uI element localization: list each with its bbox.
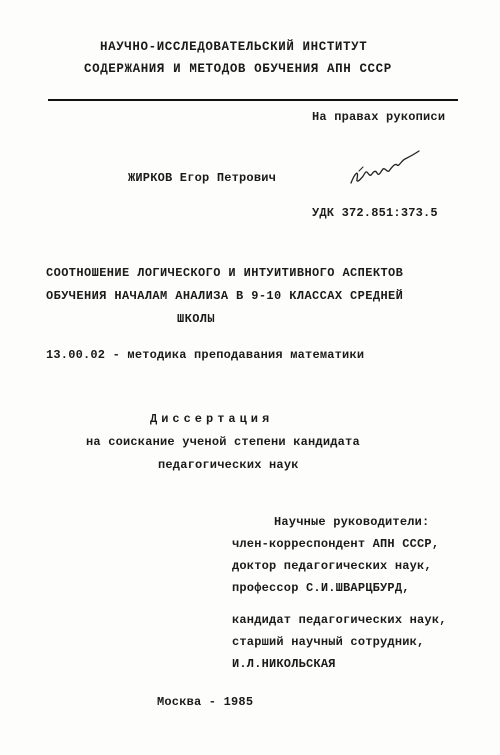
dissertation-heading: Диссертация xyxy=(150,412,274,426)
header-divider xyxy=(48,99,458,101)
advisor2-line2: старший научный сотрудник, xyxy=(232,635,425,649)
advisor1-line3: профессор С.И.ШВАРЦБУРД, xyxy=(232,581,410,595)
degree-line1: на соискание ученой степени кандидата xyxy=(86,435,360,449)
advisor2-line3: И.Л.НИКОЛЬСКАЯ xyxy=(232,657,336,671)
advisor1-line2: доктор педагогических наук, xyxy=(232,559,432,573)
advisor2-line1: кандидат педагогических наук, xyxy=(232,613,447,627)
specialty-code: 13.00.02 - методика преподавания математики xyxy=(46,348,365,362)
manuscript-rights-note: На правах рукописи xyxy=(312,110,446,124)
advisor1-line1: член-корреспондент АПН СССР, xyxy=(232,537,440,551)
author-name: ЖИРКОВ Егор Петрович xyxy=(128,171,277,185)
thesis-title-line2: ОБУЧЕНИЯ НАЧАЛАМ АНАЛИЗА В 9-10 КЛАССАХ СРЕДНЕЙ xyxy=(46,289,404,303)
handwritten-signature xyxy=(345,143,425,193)
thesis-title-line3: ШКОЛЫ xyxy=(177,312,216,326)
degree-line2: педагогических наук xyxy=(158,458,299,472)
city-year: Москва - 1985 xyxy=(157,695,254,709)
thesis-title-line1: СООТНОШЕНИЕ ЛОГИЧЕСКОГО И ИНТУИТИВНОГО АСПЕКТОВ xyxy=(46,266,404,280)
institute-name-line1: НАУЧНО-ИССЛЕДОВАТЕЛЬСКИЙ ИНСТИТУТ xyxy=(100,40,368,54)
institute-name-line2: СОДЕРЖАНИЯ И МЕТОДОВ ОБУЧЕНИЯ АПН СССР xyxy=(84,62,392,76)
udc-code: УДК 372.851:373.5 xyxy=(312,206,438,220)
advisors-heading: Научные руководители: xyxy=(274,515,430,529)
